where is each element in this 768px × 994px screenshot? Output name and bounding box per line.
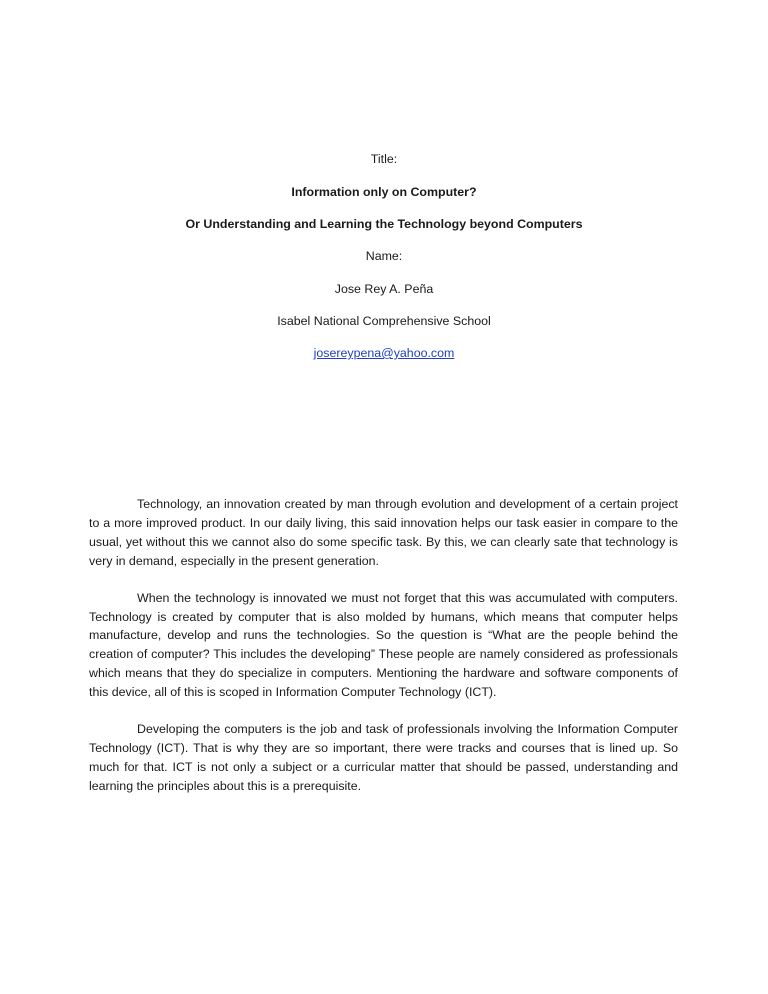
paragraph-3: Developing the computers is the job and task of professionals involving the Information Computer Technology (ICT). That is why they are so important, there were tracks and courses that is lined up. So much for that. ICT is not only a subject or a curricular matter that should be passed, understanding and learning the principles about this is a prerequisite. [89,722,678,793]
name-label: Name: [365,249,403,263]
body-text [89,495,678,814]
email-link[interactable]: josereypena@yahoo.com [313,346,455,360]
title-label: Title: [370,152,398,166]
title-line-1: Information only on Computer? [291,185,477,199]
school-name: Isabel National Comprehensive School [277,314,491,328]
email-line [0,346,768,360]
paragraph-1: Technology, an innovation created by man through evolution and development of a certain project to a more improved product. In our daily living, this said innovation helps our task easier in compare to the usual, yet without this we cannot also do some specific task. By this, we can clearly sate that technology is very in demand, especially in the present generation. [89,497,678,568]
author-name: Jose Rey A. Peña [334,282,434,296]
paragraph-2: When the technology is innovated we must not forget that this was accumulated with computers. Technology is created by computer that is also molded by humans, which means that computer helps manufacture, develop and runs the technologies. So the question is “What are the people behind the creation of computer? This includes the developing” These people are namely considered as professionals which means that they do specialize in computers. Mentioning the hardware and software components of this device, all of this is scoped in Information Computer Technology (ICT). [89,590,678,700]
title-line-2: Or Understanding and Learning the Technology beyond Computers [185,217,583,231]
